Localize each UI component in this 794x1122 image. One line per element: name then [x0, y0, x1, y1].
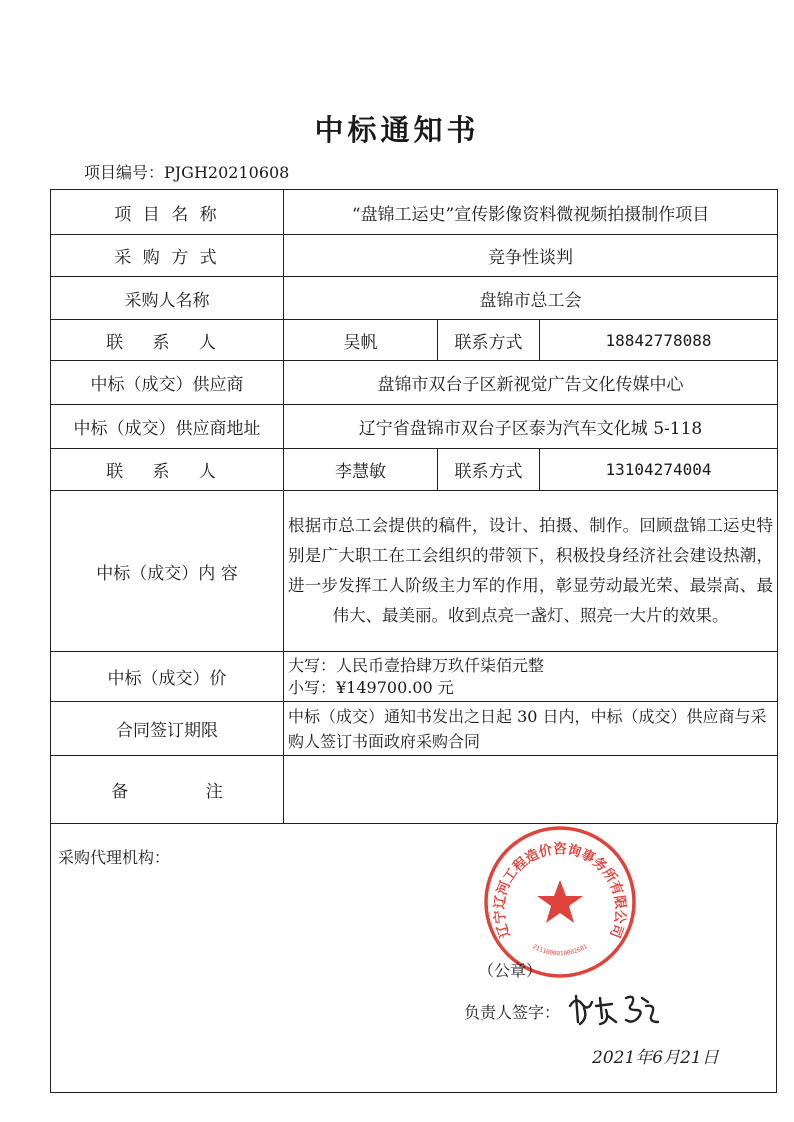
project-number: 项目编号：PJGH20210608	[84, 163, 290, 182]
notice-table	[50, 189, 778, 824]
supplier-label: 中标（成交）供应商	[51, 361, 284, 405]
content-label: 中标（成交）内 容	[51, 491, 284, 652]
agency-label: 采购代理机构：	[58, 848, 171, 867]
row-supplier	[51, 361, 778, 405]
supplier-address-label: 中标（成交）供应商地址	[51, 405, 284, 449]
row-contact-purchaser	[51, 320, 778, 361]
supplier-value: 盘锦市双台子区新视觉广告文化传媒中心	[284, 361, 778, 405]
row-supplier-address	[51, 405, 778, 449]
purchaser-label: 采购人名称	[51, 277, 284, 320]
remarks-value	[284, 756, 778, 824]
seal-star-icon	[537, 880, 583, 923]
row-remarks	[51, 756, 778, 824]
contact-method-label-supplier: 联系方式	[438, 449, 540, 491]
content-value: 根据市总工会提供的稿件，设计、拍摄、制作。回顾盘锦工运史特别是广大职工在工会组织的带领下，积极投身经济社会建设热潮，进一步发挥工人阶级主力军的作用，彰显劳动最光荣、最崇高、最伟大、最美丽。收到点亮一盏灯、照亮一大片的效果。	[284, 491, 778, 652]
row-procurement-method	[51, 235, 778, 277]
contact-phone-purchaser: 18842778088	[540, 320, 778, 361]
price-lower: 小写：¥149700.00 元	[288, 677, 454, 697]
project-name-value: “盘锦工运史”宣传影像资料微视频拍摄制作项目	[284, 190, 778, 235]
seal-text: 辽宁辽河工程造价咨询事务所有限公司	[491, 841, 629, 940]
row-content	[51, 491, 778, 652]
supplier-address-value: 辽宁省盘锦市双台子区泰为汽车文化城 5-118	[284, 405, 778, 449]
document-title: 中标通知书	[314, 113, 480, 147]
seal-label: （公章）	[478, 961, 543, 980]
svg-text:2021年6月21日: 2021年6月21日	[592, 1048, 719, 1068]
contact-phone-supplier: 13104274004	[540, 449, 778, 491]
row-project-name	[51, 190, 778, 235]
contact-name-purchaser: 吴帆	[284, 320, 438, 361]
price-label: 中标（成交）价	[51, 652, 284, 702]
handwritten-date	[588, 1042, 748, 1070]
signer-label: 负责人签字：	[464, 1003, 561, 1022]
purchaser-value: 盘锦市总工会	[284, 277, 778, 320]
contact-label-purchaser: 联 系 人	[51, 320, 284, 361]
row-purchaser	[51, 277, 778, 320]
price-value	[284, 652, 778, 702]
contact-label-supplier: 联 系 人	[51, 449, 284, 491]
price-upper: 大写：人民币壹拾肆万玖仟柒佰元整	[288, 655, 545, 675]
procurement-method-value: 竞争性谈判	[284, 235, 778, 277]
contract-label: 合同签订期限	[51, 702, 284, 756]
handwritten-signature	[566, 988, 666, 1028]
row-contact-supplier	[51, 449, 778, 491]
row-contract	[51, 702, 778, 756]
project-name-label: 项 目 名 称	[51, 190, 284, 235]
seal-serial: 2111000010002681	[531, 943, 589, 958]
procurement-method-label: 采 购 方 式	[51, 235, 284, 277]
row-price	[51, 652, 778, 702]
contract-value: 中标（成交）通知书发出之日起 30 日内，中标（成交）供应商与采购人签订书面政府采购合同	[284, 702, 778, 756]
remarks-label: 备 注	[51, 756, 284, 824]
contact-method-label-purchaser: 联系方式	[438, 320, 540, 361]
contact-name-supplier: 李慧敏	[284, 449, 438, 491]
